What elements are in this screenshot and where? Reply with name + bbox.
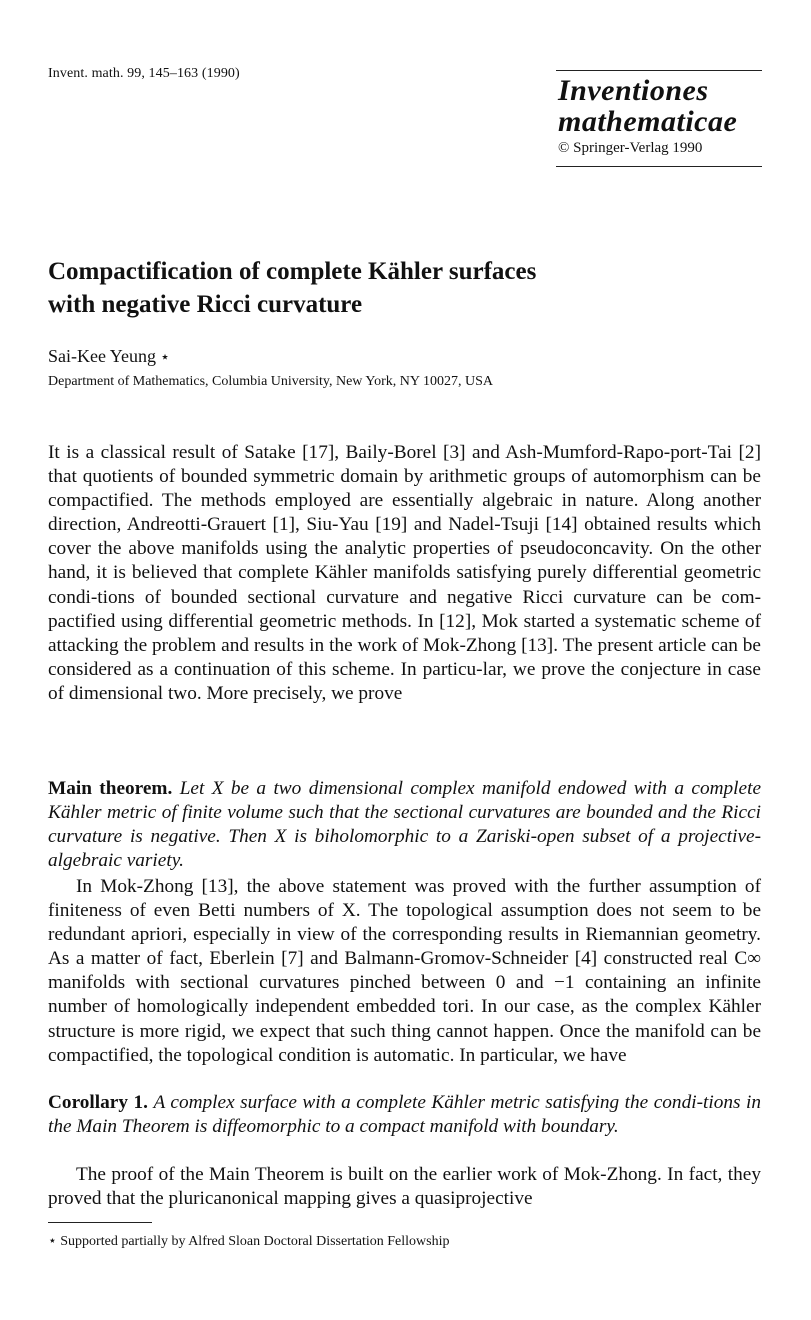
author-line — [48, 346, 170, 367]
masthead-top-rule — [556, 70, 762, 71]
journal-citation: Invent. math. 99, 145–163 (1990) — [48, 66, 240, 81]
article-title: Compactification of complete Kähler surfaces with negative Ricci curvature — [48, 258, 537, 318]
corollary-label: Corollary 1. — [48, 1092, 148, 1113]
corollary — [48, 1091, 761, 1139]
footnote: ⋆ Supported partially by Alfred Sloan Doctoral Dissertation Fellowship — [48, 1234, 450, 1249]
main-theorem-label: Main theorem. — [48, 778, 173, 799]
proof-paragraph: The proof of the Main Theorem is built on the earlier work of Mok-Zhong. In fact, they proved that the pluricanonical mapping gives a quasiprojective — [48, 1164, 761, 1210]
main-theorem — [48, 777, 761, 873]
author-footnote-mark: ⋆ — [160, 349, 171, 366]
masthead-bottom-rule — [556, 166, 762, 167]
discussion-paragraph: In Mok-Zhong [13], the above statement was proved with the further assumption of finiteness of even Betti numbers of X. The topological assumption does not seem to be redundant apriori, especially in view of the corresponding results in Riemannian geometry. As a matter of fact, Eberlein [7] and Balmann-Gromov-Schneider [4] constructed real C∞ manifolds with sectional curvatures pinched between 0 and −1 containing an infinite number of homologically independent embedded tori. In our case, as the complex Kähler structure is more rigid, we expect that such thing cannot happen. Once the manifold can be compactified, the topological condition is automatic. In particular, we have — [48, 876, 761, 1066]
journal-title: Inventiones mathematicae — [558, 74, 738, 138]
intro-paragraph: It is a classical result of Satake [17], Baily-Borel [3] and Ash-Mumford-Rapo-port-Tai [2] that quotients of bounded symmetric domain by arithmetic groups of automorphism can be compactified. The methods employed are essentially algebraic in nature. Along another direction, Andreotti-Grauert [1], Siu-Yau [19] and Nadel-Tsuji [14] obtained results which cover the above manifolds using the analytic properties of pseudoconcavity. On the other hand, it is believed that complete Kähler manifolds satisfying purely differential geometric condi-tions of bounded sectional curvature and negative Ricci curvature can be com-pactified using differential geometric methods. In [12], Mok started a systematic scheme of attacking the problem and results in the work of Mok-Zhong [13]. The present article can be considered as a continuation of this scheme. In particu-lar, we prove the conjecture in case of dimensional two. More precisely, we prove — [48, 442, 761, 704]
footnote-rule — [48, 1222, 152, 1223]
author-affiliation: Department of Mathematics, Columbia University, New York, NY 10027, USA — [48, 374, 493, 389]
corollary-statement: A complex surface with a complete Kähler metric satisfying the condi-tions in the Main Theorem is diffeomorphic to a compact manifold with boundary. — [48, 1092, 761, 1138]
author-name: Sai-Kee Yeung — [48, 346, 156, 366]
copyright-notice: © Springer-Verlag 1990 — [558, 140, 703, 156]
main-theorem-statement: Let X be a two dimensional complex manifold endowed with a complete Kähler metric of finite volume such that the sectional curvatures are bounded and the Ricci curvature is negative. Then X is biholomorphic to a Zariski-open subset of a projective-algebraic variety. — [48, 778, 762, 872]
